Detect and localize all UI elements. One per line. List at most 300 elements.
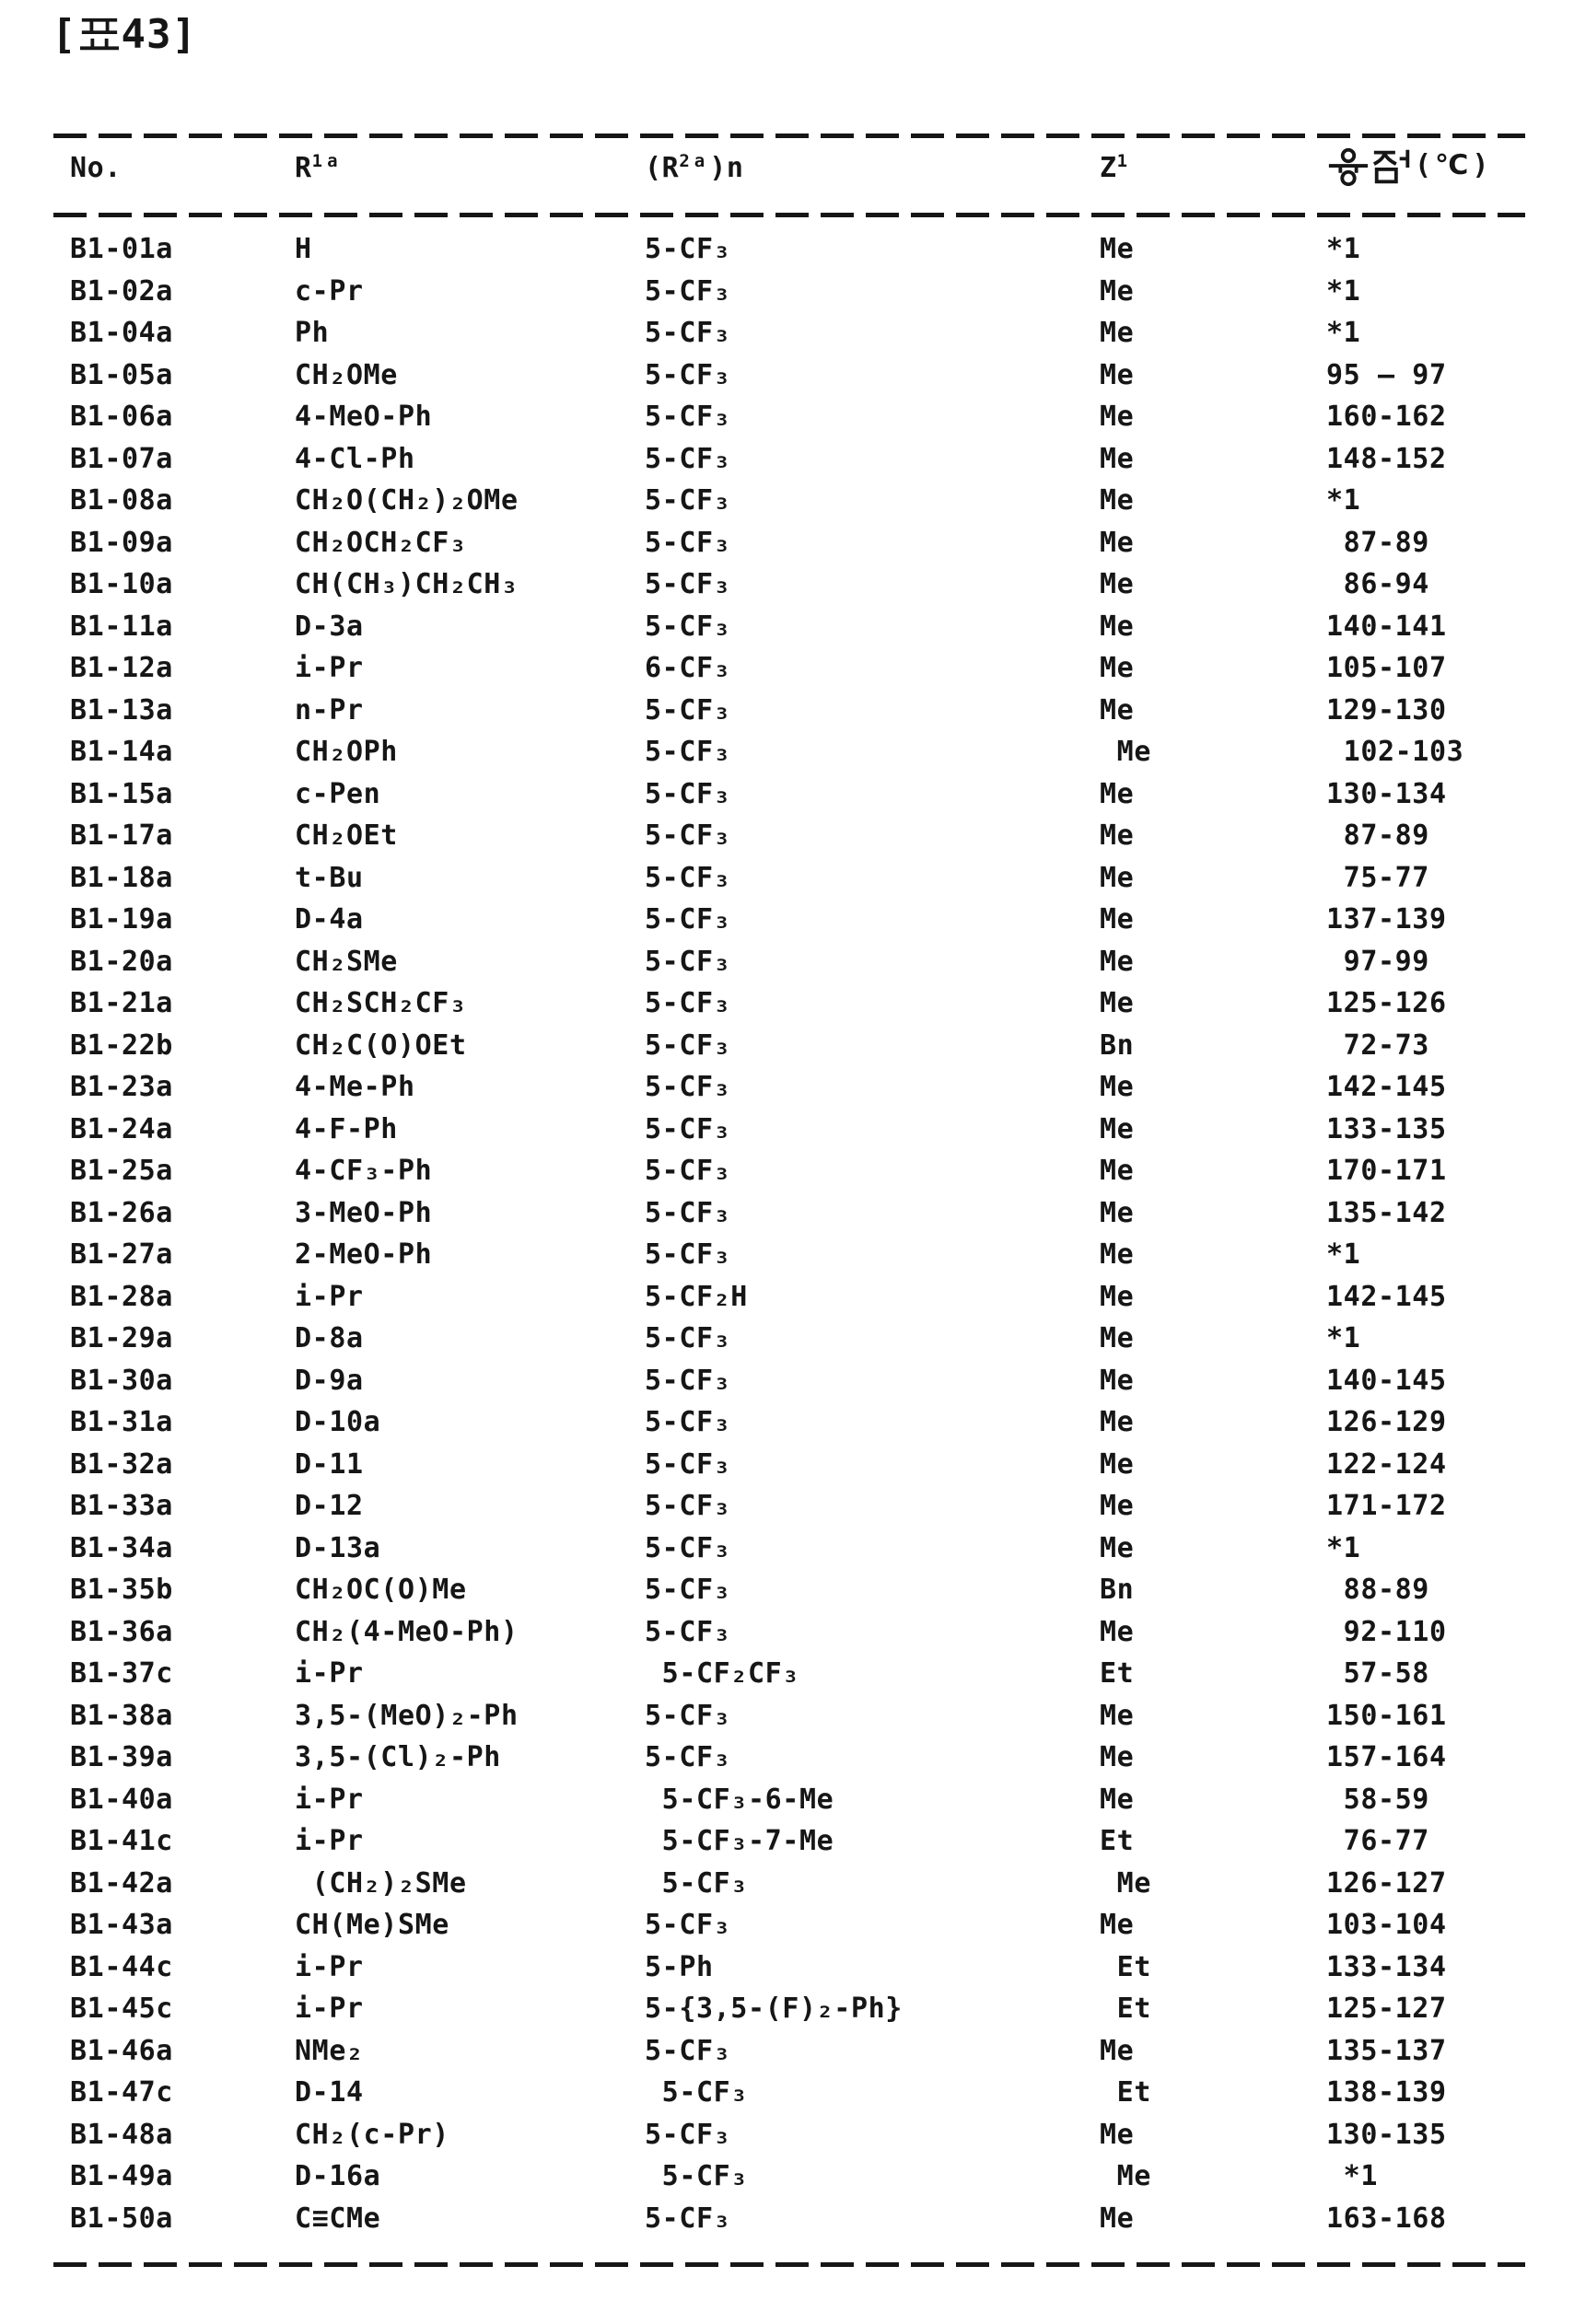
cell-r1a: t-Bu <box>295 861 364 894</box>
cell-r2an: 5-CF₃ <box>645 1155 731 1187</box>
cell-r1a: i-Pr <box>295 1825 364 1857</box>
cell-r2an: 5-CF₃ <box>645 1196 731 1229</box>
table-header-row <box>0 147 1574 190</box>
cell-melting-point: 88-89 <box>1326 1574 1429 1606</box>
table-row <box>0 857 1574 900</box>
cell-r1a: D-8a <box>295 1322 364 1354</box>
cell-no: B1-25a <box>70 1155 173 1187</box>
table-row <box>0 1109 1574 1151</box>
table-row <box>0 815 1574 857</box>
cell-r2an: 5-CF₃ <box>645 1238 731 1271</box>
table-row <box>0 396 1574 438</box>
cell-r1a: C≡CMe <box>295 2202 381 2235</box>
cell-melting-point: 138-139 <box>1326 2076 1447 2109</box>
cell-r2an: 5-CF₃ <box>645 1909 731 1941</box>
cell-r1a: CH₂C(O)OEt <box>295 1028 467 1062</box>
cell-z1: Me <box>1100 987 1135 1019</box>
cell-melting-point: 142-145 <box>1326 1280 1447 1313</box>
cell-r1a: CH(Me)SMe <box>295 1909 449 1941</box>
cell-z1: Me <box>1100 1196 1135 1229</box>
cell-z1: Me <box>1100 1280 1135 1313</box>
cell-r2an: 5-CF₃ <box>645 274 731 308</box>
cell-z1: Me <box>1100 233 1135 265</box>
table-row <box>0 731 1574 773</box>
table-row <box>0 1150 1574 1192</box>
column-header-melting-point <box>1326 147 1492 186</box>
column-header-r2an: $(R^{2a})n$ <box>645 151 744 184</box>
cell-melting-point: 97-99 <box>1326 945 1429 978</box>
table-row <box>0 522 1574 564</box>
cell-r1a: D-14 <box>295 2076 364 2109</box>
cell-z1: Et <box>1100 1950 1151 1983</box>
cell-z1: Me <box>1100 2118 1135 2151</box>
cell-r1a: CH₂O(CH₂)₂OMe <box>295 484 519 517</box>
cell-melting-point: 171-172 <box>1326 1490 1447 1522</box>
table-row <box>0 1653 1574 1695</box>
table-row <box>0 1360 1574 1402</box>
cell-melting-point: 126-129 <box>1326 1406 1447 1438</box>
cell-melting-point: 95 — 97 <box>1326 358 1447 391</box>
cell-r1a: CH₂OEt <box>295 819 398 852</box>
cell-no: B1-22b <box>70 1028 173 1062</box>
cell-r1a: Ph <box>295 317 330 349</box>
cell-no: B1-27a <box>70 1238 173 1271</box>
cell-melting-point: 163-168 <box>1326 2202 1447 2235</box>
cell-no: B1-05a <box>70 358 173 391</box>
cell-r1a: i-Pr <box>295 1993 364 2025</box>
cell-no: B1-23a <box>70 1071 173 1103</box>
table-row <box>0 438 1574 481</box>
cell-no: B1-24a <box>70 1112 173 1145</box>
cell-no: B1-32a <box>70 1447 173 1481</box>
cell-r2an: 5-CF₃ <box>645 777 731 810</box>
cell-no: B1-21a <box>70 987 173 1019</box>
title-suffix: 43] <box>121 11 197 58</box>
cell-no: B1-47c <box>70 2076 173 2109</box>
cell-r1a: D-11 <box>295 1447 364 1481</box>
cell-melting-point: *1 <box>1326 233 1361 265</box>
cell-melting-point: 92-110 <box>1326 1615 1447 1648</box>
cell-no: B1-26a <box>70 1196 173 1229</box>
cell-r1a: 4-Cl-Ph <box>295 442 415 475</box>
cell-r1a: n-Pr <box>295 693 364 726</box>
cell-melting-point: 75-77 <box>1326 861 1429 894</box>
cell-melting-point: *1 <box>1326 484 1361 517</box>
cell-z1: Me <box>1100 568 1135 600</box>
column-header-r1a: $R^{1a}$ <box>295 151 343 184</box>
cell-r1a: D-10a <box>295 1406 381 1438</box>
cell-z1: Me <box>1100 2202 1135 2235</box>
table-row <box>0 1946 1574 1989</box>
table-row <box>0 773 1574 816</box>
table-rows <box>0 228 1574 2239</box>
cell-z1: Me <box>1100 736 1151 768</box>
cell-melting-point: 126-127 <box>1326 1866 1447 1900</box>
cell-no: B1-02a <box>70 274 173 308</box>
cell-r2an: 5-CF₃ <box>645 1699 731 1732</box>
table-row <box>0 271 1574 313</box>
cell-z1: Et <box>1100 1825 1135 1857</box>
cell-z1: Me <box>1100 401 1135 433</box>
cell-r2an: 5-CF₃ <box>645 401 731 433</box>
cell-melting-point: 150-161 <box>1326 1699 1447 1732</box>
table-row <box>0 1444 1574 1486</box>
table-row <box>0 1318 1574 1360</box>
table-row <box>0 899 1574 941</box>
table-row <box>0 564 1574 606</box>
cell-r1a: i-Pr <box>295 1783 364 1816</box>
table-row <box>0 1904 1574 1946</box>
column-header-no: No. <box>70 152 122 184</box>
cell-z1: Me <box>1100 1155 1135 1187</box>
table-row <box>0 1695 1574 1737</box>
cell-melting-point: 125-127 <box>1326 1993 1447 2025</box>
cell-z1: Me <box>1100 1909 1135 1941</box>
cell-r2an: 5-{3,5-(F)₂-Ph} <box>645 1993 903 2025</box>
table-row <box>0 1276 1574 1319</box>
cell-r1a: CH₂OC(O)Me <box>295 1574 467 1606</box>
cell-z1: Me <box>1100 1364 1135 1397</box>
cell-z1: Me <box>1100 1322 1135 1354</box>
cell-melting-point: *1 <box>1326 274 1361 308</box>
cell-r1a: i-Pr <box>295 1950 364 1983</box>
cell-r2an: 5-CF₃ <box>645 2160 748 2192</box>
cell-r2an: 5-CF₃ <box>645 861 731 894</box>
cell-r1a: CH₂(4-MeO-Ph) <box>295 1615 519 1648</box>
table-row <box>0 982 1574 1025</box>
cell-r2an: 5-CF₃-7-Me <box>645 1825 834 1857</box>
table-row <box>0 647 1574 690</box>
cell-r1a: CH₂OMe <box>295 358 398 391</box>
cell-no: B1-34a <box>70 1531 173 1564</box>
cell-r2an: 5-CF₃ <box>645 610 731 643</box>
cell-r2an: 6-CF₃ <box>645 652 731 684</box>
cell-melting-point: 133-135 <box>1326 1112 1447 1145</box>
cell-no: B1-18a <box>70 861 173 894</box>
cell-melting-point: 87-89 <box>1326 526 1429 559</box>
cell-z1: Me <box>1100 442 1135 475</box>
cell-r2an: 5-CF₃ <box>645 1574 731 1606</box>
cell-no: B1-36a <box>70 1615 173 1648</box>
cell-r1a: CH₂OCH₂CF₃ <box>295 526 467 559</box>
cell-r1a: 3-MeO-Ph <box>295 1196 433 1229</box>
cell-r2an: 5-CF₃ <box>645 233 731 265</box>
table-row <box>0 1988 1574 2030</box>
dashed-divider-top <box>53 134 1525 138</box>
table-row <box>0 2198 1574 2240</box>
cell-no: B1-12a <box>70 652 173 684</box>
cell-r2an: 5-CF₃ <box>645 2202 731 2235</box>
cell-r2an: 5-CF₃ <box>645 1406 731 1438</box>
cell-r2an: 5-CF₃ <box>645 1490 731 1522</box>
cell-r1a: D-13a <box>295 1531 381 1564</box>
cell-melting-point: 86-94 <box>1326 568 1429 600</box>
cell-melting-point: 130-134 <box>1326 777 1447 810</box>
table-row <box>0 1066 1574 1109</box>
melting-point-unit: (℃) <box>1415 148 1493 181</box>
table-row <box>0 1569 1574 1611</box>
cell-no: B1-45c <box>70 1993 173 2025</box>
cell-r1a: CH₂(c-Pr) <box>295 2118 449 2151</box>
table-row <box>0 312 1574 354</box>
cell-melting-point: *1 <box>1326 2160 1378 2192</box>
cell-z1: Me <box>1100 1447 1135 1481</box>
cell-z1: Me <box>1100 358 1135 391</box>
cell-z1: Me <box>1100 1783 1135 1816</box>
cell-no: B1-44c <box>70 1950 173 1983</box>
cell-no: B1-15a <box>70 777 173 810</box>
table-row <box>0 690 1574 732</box>
cell-no: B1-49a <box>70 2160 173 2192</box>
cell-melting-point: 58-59 <box>1326 1783 1429 1816</box>
cell-r2an: 5-CF₃ <box>645 2076 748 2109</box>
cell-r1a: i-Pr <box>295 1657 364 1690</box>
cell-no: B1-31a <box>70 1406 173 1438</box>
cell-r2an: 5-CF₃ <box>645 1364 731 1397</box>
cell-z1: Et <box>1100 1993 1151 2025</box>
cell-no: B1-33a <box>70 1490 173 1522</box>
hangul-yung-glyph <box>1326 147 1370 186</box>
cell-z1: Me <box>1100 693 1135 726</box>
cell-r1a: D-4a <box>295 903 364 935</box>
cell-melting-point: 135-142 <box>1326 1196 1447 1229</box>
table-row <box>0 2072 1574 2114</box>
cell-r2an: 5-CF₃ <box>645 903 731 935</box>
cell-r2an: 5-CF₃ <box>645 568 731 600</box>
cell-z1: Me <box>1100 610 1135 643</box>
cell-no: B1-48a <box>70 2118 173 2151</box>
cell-no: B1-38a <box>70 1699 173 1732</box>
cell-no: B1-06a <box>70 401 173 433</box>
cell-no: B1-35b <box>70 1574 173 1606</box>
cell-r1a: 4-Me-Ph <box>295 1071 415 1103</box>
cell-melting-point: *1 <box>1326 317 1361 349</box>
cell-r2an: 5-CF₃ <box>645 1741 731 1773</box>
cell-r2an: 5-CF₃ <box>645 358 731 391</box>
cell-r1a: H <box>295 233 312 265</box>
cell-melting-point: 105-107 <box>1326 652 1447 684</box>
cell-r1a: i-Pr <box>295 652 364 684</box>
cell-r2an: 5-CF₃ <box>645 526 731 559</box>
table-row <box>0 1779 1574 1821</box>
cell-r1a: 3,5-(MeO)₂-Ph <box>295 1699 519 1732</box>
cell-no: B1-07a <box>70 442 173 475</box>
cell-r2an: 5-CF₃ <box>645 1028 731 1062</box>
cell-melting-point: 103-104 <box>1326 1909 1447 1941</box>
cell-r2an: 5-CF₃ <box>645 1531 731 1564</box>
table-row <box>0 1401 1574 1444</box>
column-header-z1: $Z^1$ <box>1100 151 1133 184</box>
table-row <box>0 1234 1574 1276</box>
cell-r2an: 5-CF₃ <box>645 693 731 726</box>
cell-no: B1-09a <box>70 526 173 559</box>
cell-z1: Me <box>1100 652 1135 684</box>
cell-melting-point: 142-145 <box>1326 1071 1447 1103</box>
cell-r2an: 5-CF₂CF₃ <box>645 1657 799 1690</box>
cell-z1: Me <box>1100 317 1135 349</box>
cell-melting-point: 157-164 <box>1326 1741 1447 1773</box>
cell-r1a: c-Pr <box>295 274 364 308</box>
cell-z1: Me <box>1100 777 1135 810</box>
table-row <box>0 1528 1574 1570</box>
cell-no: B1-30a <box>70 1364 173 1397</box>
cell-melting-point: 130-135 <box>1326 2118 1447 2151</box>
dashed-divider-bottom <box>53 2262 1525 2267</box>
cell-z1: Me <box>1100 945 1135 978</box>
cell-no: B1-13a <box>70 693 173 726</box>
cell-z1: Me <box>1100 2034 1135 2067</box>
cell-z1: Me <box>1100 1741 1135 1773</box>
cell-z1: Me <box>1100 1615 1135 1648</box>
cell-melting-point: 133-134 <box>1326 1950 1447 1983</box>
title-prefix: [ <box>52 11 77 58</box>
cell-z1: Bn <box>1100 1028 1135 1062</box>
cell-r2an: 5-CF₃ <box>645 1322 731 1354</box>
cell-melting-point: 72-73 <box>1326 1028 1429 1062</box>
cell-no: B1-39a <box>70 1741 173 1773</box>
cell-melting-point: 140-145 <box>1326 1364 1447 1397</box>
cell-r1a: NMe₂ <box>295 2034 364 2067</box>
cell-r1a: 4-CF₃-Ph <box>295 1155 433 1187</box>
table-row <box>0 1863 1574 1905</box>
cell-z1: Me <box>1100 274 1135 308</box>
hangul-jeom-glyph <box>1370 147 1415 186</box>
cell-z1: Me <box>1100 1699 1135 1732</box>
cell-r2an: 5-CF₃ <box>645 1866 748 1900</box>
cell-z1: Me <box>1100 526 1135 559</box>
cell-melting-point: 140-141 <box>1326 610 1447 643</box>
table-row <box>0 2114 1574 2156</box>
cell-r1a: CH₂OPh <box>295 736 398 768</box>
cell-no: B1-20a <box>70 945 173 978</box>
cell-no: B1-46a <box>70 2034 173 2067</box>
cell-r1a: 4-MeO-Ph <box>295 401 433 433</box>
cell-z1: Me <box>1100 1071 1135 1103</box>
cell-r1a: CH₂SCH₂CF₃ <box>295 987 467 1019</box>
cell-r1a: D-9a <box>295 1364 364 1397</box>
table-title <box>52 11 197 58</box>
cell-r1a: i-Pr <box>295 1280 364 1313</box>
cell-r1a: CH(CH₃)CH₂CH₃ <box>295 568 519 600</box>
cell-r1a: CH₂SMe <box>295 945 398 978</box>
cell-r1a: D-16a <box>295 2160 381 2192</box>
cell-melting-point: 137-139 <box>1326 903 1447 935</box>
table-row <box>0 1611 1574 1654</box>
cell-melting-point: 125-126 <box>1326 987 1447 1019</box>
cell-no: B1-04a <box>70 317 173 349</box>
cell-r2an: 5-CF₃ <box>645 442 731 475</box>
dashed-divider-header <box>53 213 1525 217</box>
cell-r2an: 5-CF₃ <box>645 2034 731 2067</box>
cell-r1a: (CH₂)₂SMe <box>295 1866 467 1900</box>
table-row <box>0 1820 1574 1863</box>
cell-no: B1-37c <box>70 1657 173 1690</box>
cell-r1a: D-12 <box>295 1490 364 1522</box>
cell-r2an: 5-CF₃ <box>645 945 731 978</box>
cell-r2an: 5-CF₃ <box>645 1447 731 1481</box>
table-row <box>0 1485 1574 1528</box>
cell-z1: Me <box>1100 861 1135 894</box>
cell-no: B1-29a <box>70 1322 173 1354</box>
cell-r1a: 3,5-(Cl)₂-Ph <box>295 1741 501 1773</box>
cell-no: B1-14a <box>70 736 173 768</box>
cell-z1: Me <box>1100 1866 1151 1900</box>
cell-melting-point: 135-137 <box>1326 2034 1447 2067</box>
cell-r2an: 5-CF₃ <box>645 1615 731 1648</box>
cell-no: B1-19a <box>70 903 173 935</box>
cell-melting-point: 122-124 <box>1326 1447 1447 1481</box>
table-row <box>0 1192 1574 1235</box>
table-row <box>0 1737 1574 1779</box>
cell-z1: Me <box>1100 1406 1135 1438</box>
cell-no: B1-10a <box>70 568 173 600</box>
cell-r2an: 5-CF₃-6-Me <box>645 1783 834 1816</box>
cell-r1a: D-3a <box>295 610 364 643</box>
cell-melting-point: *1 <box>1326 1322 1361 1354</box>
table-row <box>0 354 1574 397</box>
table-row <box>0 941 1574 983</box>
cell-no: B1-40a <box>70 1783 173 1816</box>
cell-r1a: 4-F-Ph <box>295 1112 398 1145</box>
table-row <box>0 2156 1574 2198</box>
cell-r2an: 5-Ph <box>645 1950 714 1983</box>
cell-z1: Me <box>1100 2160 1151 2192</box>
table-row <box>0 1025 1574 1067</box>
cell-no: B1-50a <box>70 2202 173 2235</box>
cell-melting-point: *1 <box>1326 1531 1361 1564</box>
cell-r2an: 5-CF₃ <box>645 987 731 1019</box>
cell-no: B1-28a <box>70 1280 173 1313</box>
cell-z1: Me <box>1100 484 1135 517</box>
cell-z1: Et <box>1100 2076 1151 2109</box>
cell-melting-point: 129-130 <box>1326 693 1447 726</box>
cell-melting-point: *1 <box>1326 1238 1361 1271</box>
cell-no: B1-41c <box>70 1825 173 1857</box>
cell-melting-point: 102-103 <box>1326 736 1464 768</box>
cell-z1: Me <box>1100 1531 1135 1564</box>
cell-r1a: c-Pen <box>295 777 381 810</box>
cell-melting-point: 160-162 <box>1326 401 1447 433</box>
cell-melting-point: 76-77 <box>1326 1825 1429 1857</box>
cell-z1: Me <box>1100 1490 1135 1522</box>
table-row <box>0 2030 1574 2073</box>
cell-r2an: 5-CF₃ <box>645 819 731 852</box>
cell-r2an: 5-CF₃ <box>645 484 731 517</box>
cell-melting-point: 148-152 <box>1326 442 1447 475</box>
cell-no: B1-11a <box>70 610 173 643</box>
table-row <box>0 228 1574 271</box>
cell-z1: Me <box>1100 903 1135 935</box>
cell-melting-point: 87-89 <box>1326 819 1429 852</box>
hangul-pyo-glyph <box>79 15 120 55</box>
cell-no: B1-01a <box>70 233 173 265</box>
cell-no: B1-43a <box>70 1909 173 1941</box>
cell-no: B1-42a <box>70 1866 173 1900</box>
cell-z1: Bn <box>1100 1574 1135 1606</box>
cell-r1a: 2-MeO-Ph <box>295 1238 433 1271</box>
table-row <box>0 480 1574 522</box>
cell-z1: Me <box>1100 819 1135 852</box>
table-row <box>0 606 1574 648</box>
cell-z1: Me <box>1100 1112 1135 1145</box>
cell-no: B1-08a <box>70 484 173 517</box>
cell-r2an: 5-CF₃ <box>645 1112 731 1145</box>
cell-melting-point: 170-171 <box>1326 1155 1447 1187</box>
cell-r2an: 5-CF₂H <box>645 1280 748 1313</box>
cell-r2an: 5-CF₃ <box>645 1071 731 1103</box>
cell-z1: Me <box>1100 1238 1135 1271</box>
cell-r2an: 5-CF₃ <box>645 736 731 768</box>
